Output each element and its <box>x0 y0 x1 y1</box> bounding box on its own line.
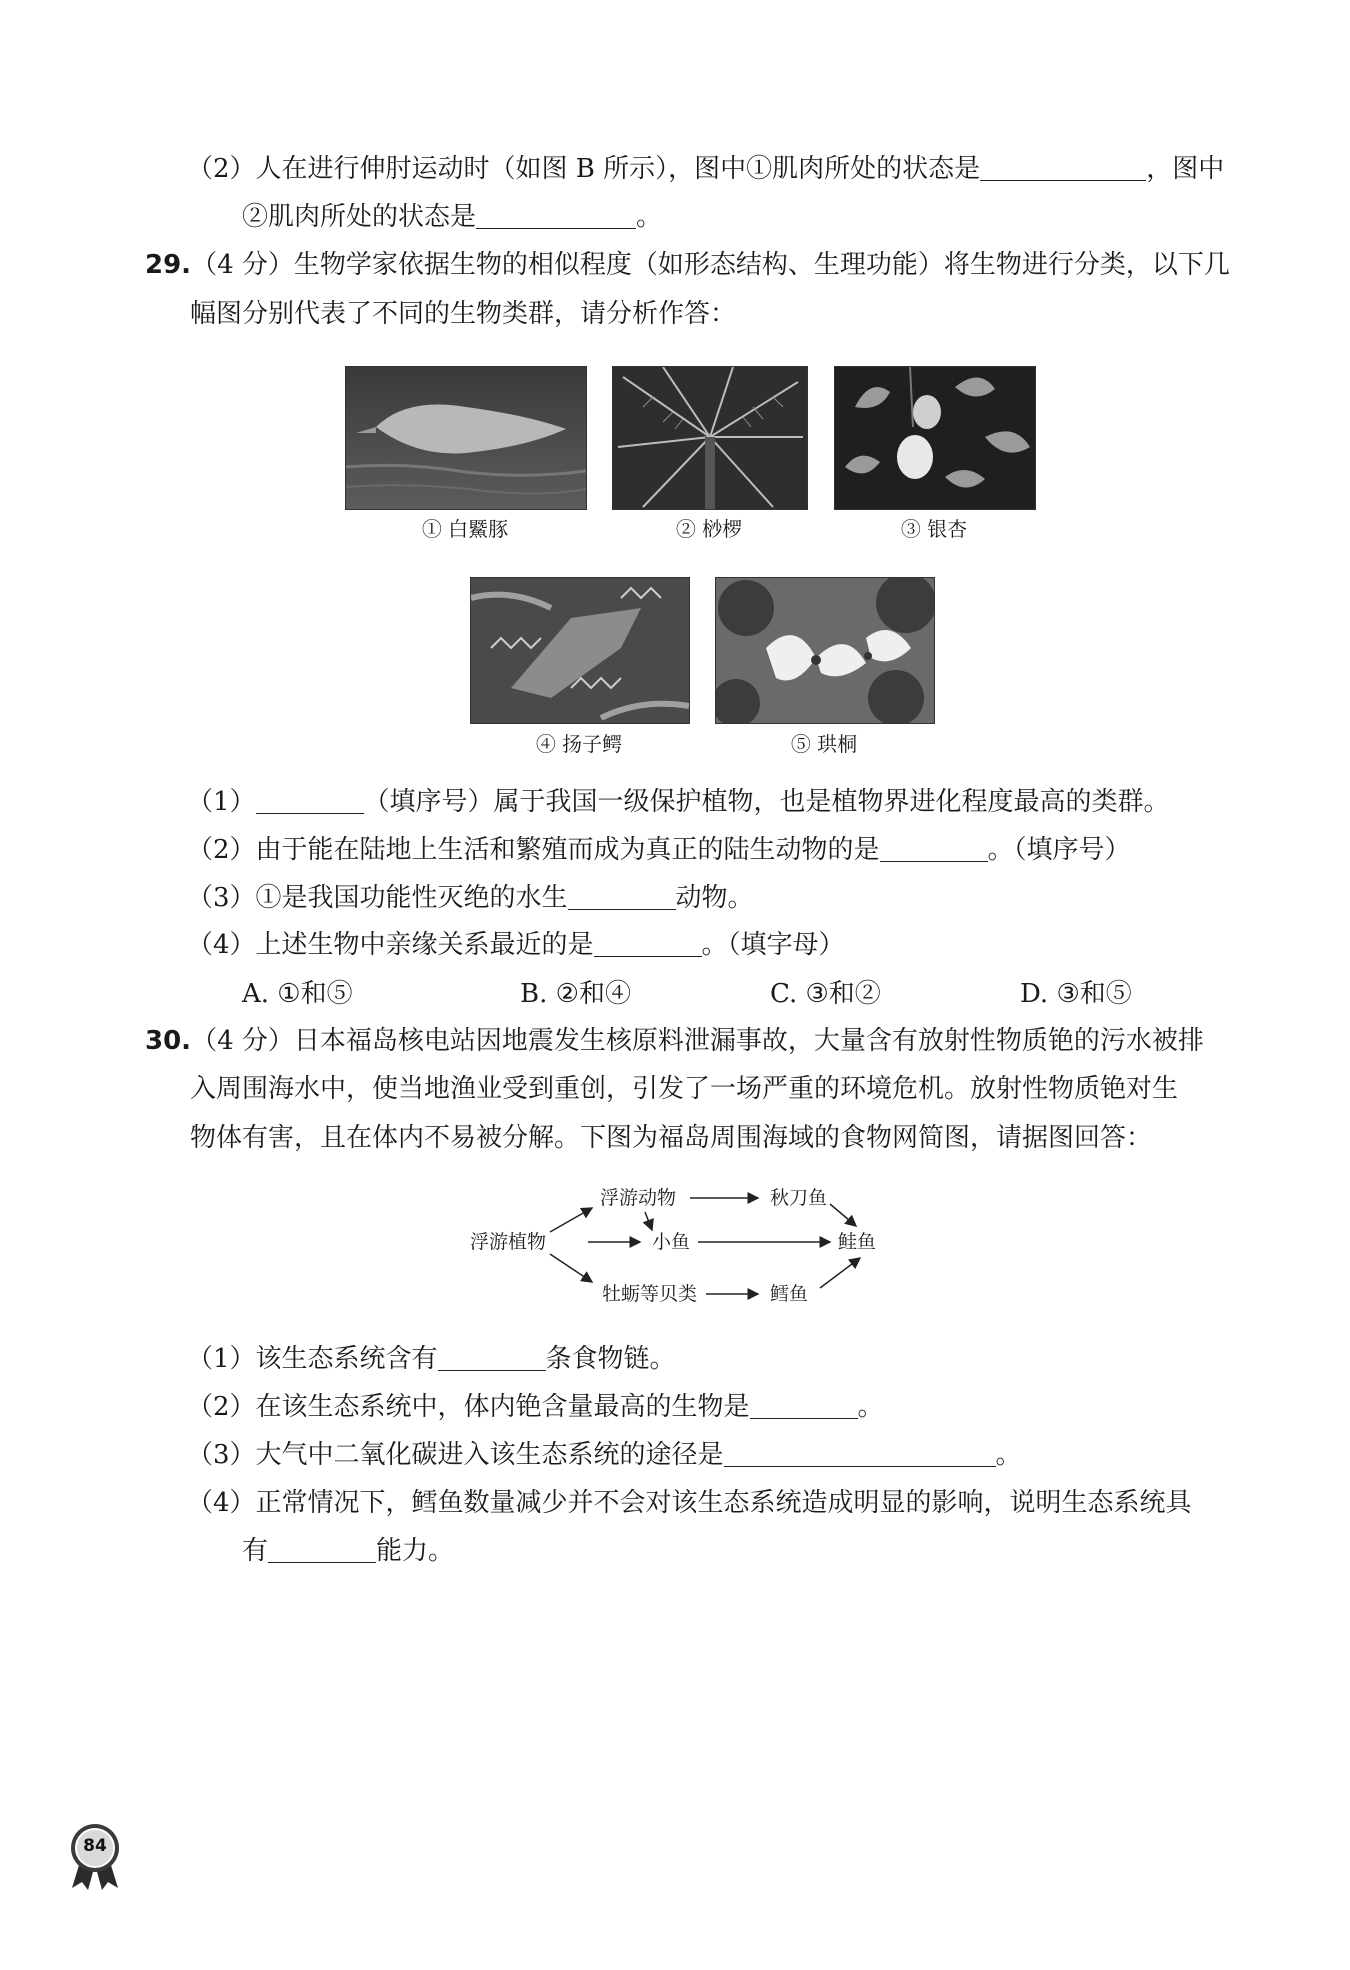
food-web-diagram <box>470 1182 900 1322</box>
alligator-photo <box>470 577 690 724</box>
page-number: 84 <box>83 1836 107 1856</box>
q30-sub2: （2）在该生态系统中，体内铯含量最高的生物是 。 <box>187 1392 884 1422</box>
tree-fern-photo <box>612 366 808 510</box>
q28-sub2-line2: ②肌肉所处的状态是 。 <box>242 202 663 232</box>
question-number: 29. <box>145 250 192 280</box>
answer-blank[interactable] <box>750 1390 858 1419</box>
q30-intro-line3: 物体有害，且在体内不易被分解。下图为福岛周围海域的食物网简图，请据图回答： <box>190 1123 1153 1153</box>
node-zooplankton: 浮游动物 <box>600 1187 677 1209</box>
node-phytoplankton: 浮游植物 <box>470 1231 547 1253</box>
q29-sub3: （3）①是我国功能性灭绝的水生 动物。 <box>187 883 754 913</box>
choice-a[interactable]: A. ①和⑤ <box>242 979 353 1009</box>
node-oyster: 牡蛎等贝类 <box>602 1283 698 1305</box>
photo-caption: ③ 银杏 <box>900 517 968 541</box>
photo-caption: ④ 扬子鳄 <box>535 732 623 756</box>
answer-blank[interactable] <box>256 785 364 814</box>
ginkgo-photo <box>834 366 1036 510</box>
q30-sub4-line1: （4）正常情况下，鳕鱼数量减少并不会对该生态系统造成明显的影响，说明生态系统具 <box>187 1488 1192 1518</box>
q30-sub1: （1）该生态系统含有 条食物链。 <box>187 1344 676 1374</box>
choice-c[interactable]: C. ③和② <box>770 979 881 1009</box>
q29-intro-line2: 幅图分别代表了不同的生物类群，请分析作答： <box>190 299 737 329</box>
question-number: 30. <box>145 1026 192 1056</box>
node-cod: 鳕鱼 <box>770 1283 809 1305</box>
q30-sub3: （3）大气中二氧化碳进入该生态系统的途径是 。 <box>187 1440 1022 1470</box>
q29-sub2: （2）由于能在陆地上生活和繁殖而成为真正的陆生动物的是 。（填序号） <box>187 835 1131 865</box>
node-small-fish: 小鱼 <box>652 1231 691 1253</box>
choice-b[interactable]: B. ②和④ <box>520 979 631 1009</box>
q30-intro-line1: 30.（4 分）日本福岛核电站因地震发生核原料泄漏事故，大量含有放射性物质铯的污水被排 <box>145 1026 1204 1056</box>
page-number-badge <box>66 1822 124 1892</box>
answer-blank[interactable] <box>880 833 988 862</box>
photo-caption: ② 桫椤 <box>675 517 743 541</box>
node-salmon: 鲑鱼 <box>838 1231 877 1253</box>
q30-sub4-line2: 有 能力。 <box>242 1536 455 1566</box>
q29-intro-line1: 29.（4 分）生物学家依据生物的相似程度（如形态结构、生理功能）将生物进行分类，以下几 <box>145 250 1230 280</box>
q29-sub1: （1） （填序号）属于我国一级保护植物，也是植物界进化程度最高的类群。 <box>187 787 1170 817</box>
dove-tree-photo <box>715 577 935 724</box>
answer-blank[interactable] <box>568 881 676 910</box>
photo-caption: ⑤ 珙桐 <box>790 732 858 756</box>
medal-icon <box>66 1822 124 1892</box>
answer-blank[interactable] <box>268 1534 376 1563</box>
q28-sub2-line1: （2）人在进行伸肘运动时（如图 B 所示），图中①肌肉所处的状态是 ，图中 <box>187 154 1225 184</box>
photo-caption: ① 白鱀豚 <box>421 517 509 541</box>
answer-blank[interactable] <box>438 1342 546 1371</box>
answer-blank[interactable] <box>594 928 702 957</box>
answer-blank[interactable] <box>476 200 636 229</box>
choice-d[interactable]: D. ③和⑤ <box>1020 979 1132 1009</box>
q29-sub4: （4）上述生物中亲缘关系最近的是 。（填字母） <box>187 930 845 960</box>
answer-blank[interactable] <box>980 152 1146 181</box>
node-saury: 秋刀鱼 <box>770 1187 828 1209</box>
q30-intro-line2: 入周围海水中，使当地渔业受到重创，引发了一场严重的环境危机。放射性物质铯对生 <box>190 1074 1179 1104</box>
dolphin-photo <box>345 366 587 510</box>
answer-blank[interactable] <box>724 1438 996 1467</box>
